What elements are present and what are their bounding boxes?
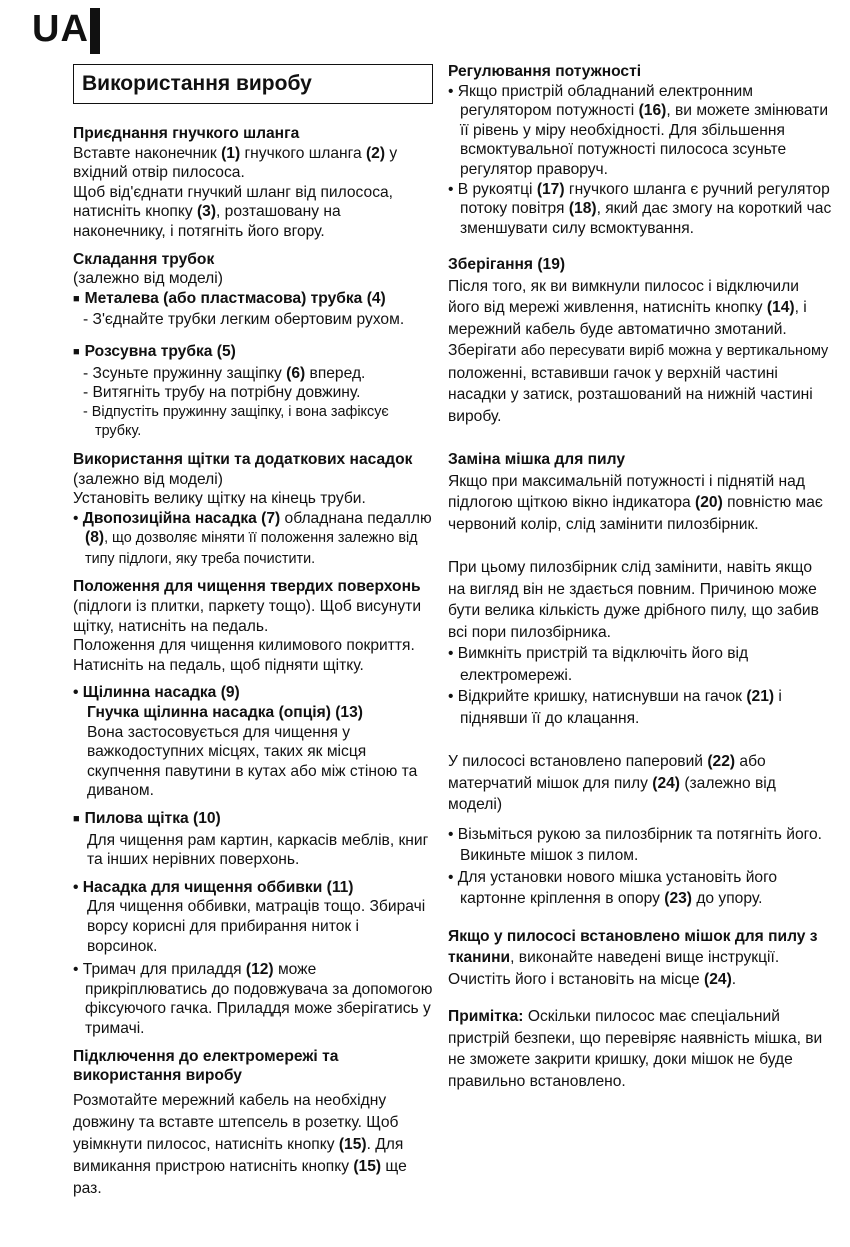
accessory-holder-item: • Тримач для приладдя (12) може прикріплюватись до подовжувача за допомогою фіксуючого гачка. Приладдя може зберігатись у тримачі.: [73, 961, 433, 1037]
right-column: [448, 62, 833, 1092]
language-code: UA: [32, 8, 89, 50]
crevice-section: [73, 683, 433, 801]
storage-section: [448, 254, 833, 427]
hose-section: [73, 124, 433, 242]
telescopic-tube-label: ■ Розсувна трубка (5): [73, 342, 433, 364]
tubes-subtitle: (залежно від моделі): [73, 270, 223, 288]
tubes-heading: Складання трубок: [73, 250, 215, 268]
telescopic-step-1: - Зсуньте пружинну защіпку (6) вперед.: [83, 364, 366, 382]
brush-heading: Використання щітки та додаткових насадок (залежно від моделі): [73, 450, 413, 488]
upholstery-label: • Насадка для чищення оббивки (11): [73, 878, 354, 896]
left-column: [73, 62, 433, 1200]
telescopic-step-3: - Відпустіть пружинну защіпку, і вона зафіксує трубку.: [83, 403, 389, 440]
regulation-section: [448, 62, 833, 238]
power-section: [73, 1047, 433, 1200]
bag-bullet-1: • Вимкніть пристрій та відключіть його від електромережі.: [448, 645, 749, 684]
page-header: [32, 6, 89, 52]
tubes-section: [73, 250, 433, 442]
hose-text: Вставте наконечник (1) гнучкого шланга (2) у вхідний отвір пилососа. Щоб від'єднати гнучкий шланг від пилососа, натисніть кнопку (3), розташовану на наконечнику, і потягніть його вгору.: [73, 144, 398, 240]
upholstery-section: [73, 878, 433, 956]
note-paragraph: Примітка: Оскільки пилосос має спеціальний пристрій безпеки, що перевіряє наявність мішка, ви не зможете закрити кришку, доки мішок не буде правильно встановлено.: [448, 1008, 823, 1090]
dual-nozzle-item: • Двопозиційна насадка (7) обладнана педаллю (8), що дозволяє міняти її положення залежно від типу підлоги, яку треба почистити.: [73, 509, 432, 567]
carpet-text: Положення для чищення килимового покриття. Натисніть на педаль, щоб підняти щітку.: [73, 637, 415, 674]
bag-bullet-2: • Відкрийте кришку, натиснувши на гачок (21) і піднявши її до клацання.: [448, 688, 782, 727]
crevice-text: Вона застосовується для чищення у важкодоступних місцях, таких як місця скупчення павутини в кутах або між стіною та диваном.: [87, 723, 418, 800]
hard-floor-text: Положення для чищення твердих поверхонь (підлоги із плитки, паркету тощо). Щоб висунути щітку, натисніть на педаль.: [73, 578, 422, 635]
power-text: Розмотайте мережний кабель на необхідну довжину та вставте штепсель в розетку. Щоб увімкнути пилосос, натисніть кнопку (15). Для вимикання пристрою натисніть кнопку (15) ще раз.: [73, 1091, 407, 1197]
regulation-bullet-2: • В рукоятці (17) гнучкого шланга є ручний регулятор потоку повітря (18), який дає змогу на короткий час зменшувати силу всмоктування.: [448, 180, 832, 237]
upholstery-text: Для чищення оббивки, матраців тощо. Збирачі ворсу корисні для прибирання ниток і ворсинок.: [87, 898, 426, 955]
telescopic-step-2: - Витягніть трубу на потрібну довжину.: [83, 384, 361, 402]
bag-paragraph-2: При цьому пилозбірник слід замінити, навіть якщо на вигляд він не здається повним. Причиною може бути велика кількість дуже дрібного пилу, що забив всі пори пилозбірника.: [448, 559, 819, 641]
bag-bullet-3: • Візьміться рукою за пилозбірник та потягніть його. Викиньте мішок з пилом.: [448, 825, 822, 865]
bag-heading: Заміна мішка для пилу: [448, 451, 626, 469]
storage-heading: Зберігання (19): [448, 256, 566, 274]
brush-intro: Установіть велику щітку на кінець труби.: [73, 490, 366, 508]
section-title: Використання виробу: [73, 64, 433, 104]
bag-bullet-4: • Для установки нового мішка установіть його картонне кріплення в опору (23) до упору.: [448, 868, 778, 908]
bag-paragraph-3: У пилососі встановлено паперовий (22) або матерчатий мішок для пилу (24) (залежно від моделі): [448, 753, 776, 814]
fabric-bag-paragraph: Якщо у пилососі встановлено мішок для пилу з тканини, виконайте наведені вище інструкції. Очистіть його і встановіть на місце (24).: [448, 927, 818, 988]
bag-paragraph-1: Якщо при максимальній потужності і піднятій над підлогою щіткою вікно індикатора (20) повністю має червоний колір, слід замінити пилозбірник.: [448, 472, 823, 533]
flex-crevice-label: Гнучка щілинна насадка (опція) (13): [87, 704, 363, 722]
storage-text: Після того, як ви вимкнули пилосос і відключили його від мережі живлення, натисніть кнопку (14), і мережний кабель буде автоматично змотаний. Зберігати або пересувати виріб можна у вертикальному положенні, вставивши гачок у верхній частині насадки у затиск, розташований на нижній частині виробу.: [448, 277, 829, 425]
hard-floor-section: [73, 577, 433, 675]
bag-section: [448, 449, 833, 910]
crevice-label: • Щілинна насадка (9): [73, 684, 240, 702]
dust-brush-section: [73, 809, 433, 870]
brush-section: [73, 450, 433, 570]
metal-tube-step: - З'єднайте трубки легким обертовим рухом.: [83, 311, 405, 329]
hose-heading: Приєднання гнучкого шланга: [73, 125, 300, 142]
header-bar: [90, 8, 100, 54]
dust-brush-label: ■ Пилова щітка (10): [73, 809, 433, 831]
dust-brush-text: Для чищення рам картин, каркасів меблів, книг та інших нерівних поверхонь.: [87, 831, 429, 869]
power-heading: Підключення до електромережі та використання виробу: [73, 1047, 339, 1085]
metal-tube-label: ■ Металева (або пластмасова) трубка (4): [73, 289, 433, 311]
regulation-heading: Регулювання потужності: [448, 63, 642, 80]
regulation-bullet-1: • Якщо пристрій обладнаний електронним регулятором потужності (16), ви можете змінювати її рівень у міру необхідності. Для збільшення всмоктувальної потужності пилососа зсуньте регулятор праворуч.: [448, 82, 829, 178]
